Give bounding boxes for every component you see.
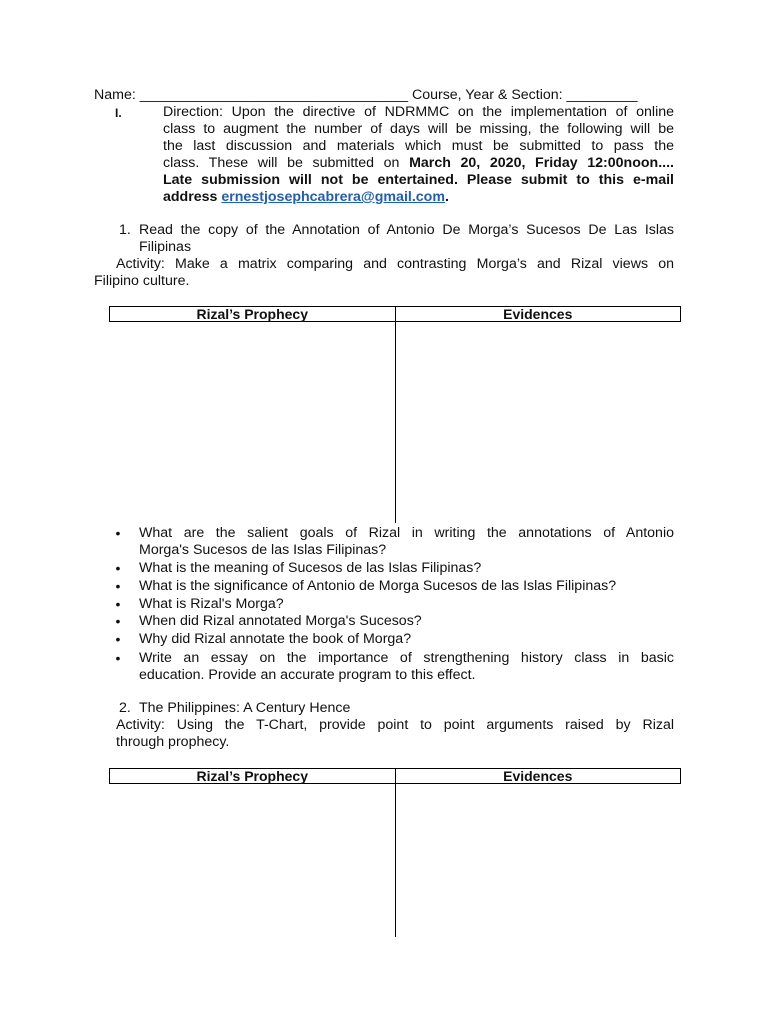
section-1-activity xyxy=(94,256,674,290)
section-1-title-line-2: Filipinas xyxy=(139,239,192,255)
section-2-activity-line-1: Activity: Using the T-Chart, provide point to point arguments raised by Rizal xyxy=(116,717,674,733)
table-1-col-prophecy: Rizal’s Prophecy xyxy=(196,306,309,322)
section-1-title-line-1: Read the copy of the Annotation of Antonio De Morga’s Sucesos De Las Islas xyxy=(139,222,674,238)
email-link[interactable]: ernestjosephcabrera@gmail.com xyxy=(221,189,445,205)
table-1-divider xyxy=(395,322,396,523)
section-1-title xyxy=(139,222,674,256)
bullet-icon: • xyxy=(115,631,121,647)
list-item xyxy=(139,525,674,559)
directive-line-4 xyxy=(163,155,674,172)
directive-paragraph xyxy=(163,104,674,206)
directive-line-2: class to augment the number of days will be missing, the following will be xyxy=(163,121,674,137)
list-item: Why did Rizal annotate the book of Morga? xyxy=(139,631,412,647)
list-item: What is Rizal's Morga? xyxy=(139,596,284,612)
directive-line-1: Direction: Upon the directive of NDRMMC on the implementation of online xyxy=(163,104,674,120)
table-1-header xyxy=(109,306,681,322)
address-period: . xyxy=(444,189,449,205)
section-1-activity-line-2: Filipino culture. xyxy=(94,273,190,289)
table-2-col-prophecy: Rizal’s Prophecy xyxy=(196,768,309,784)
address-label: address xyxy=(163,189,222,205)
section-2-number: 2. xyxy=(119,700,131,716)
bullet-icon: • xyxy=(115,613,121,629)
name-course-section-line: Name: __________________________________ Course, Year & Section: _________ xyxy=(94,87,638,103)
directive-line-3: the last discussion and materials which must be submitted to pass the xyxy=(163,138,674,154)
section-1-activity-line-1: Activity: Make a matrix comparing and contrasting Morga’s and Rizal views on xyxy=(116,256,674,272)
question-7-line-2: education. Provide an accurate program to this effect. xyxy=(139,667,476,683)
section-2-activity-line-2: through prophecy. xyxy=(116,734,230,750)
bullet-icon: • xyxy=(115,578,121,594)
question-7-line-1: Write an essay on the importance of strengthening history class in basic xyxy=(139,650,674,666)
bullet-icon: • xyxy=(115,596,121,612)
list-item: What is the meaning of Sucesos de las Islas Filipinas? xyxy=(139,560,482,576)
late-submission-notice: Late submission will not be entertained. Please submit to this e-mail xyxy=(163,172,674,188)
table-2-col-evidences: Evidences xyxy=(395,769,681,783)
list-item: What is the significance of Antonio de Morga Sucesos de las Islas Filipinas? xyxy=(139,578,617,594)
question-1-line-1: What are the salient goals of Rizal in writing the annotations of Antonio xyxy=(139,525,674,541)
bullet-icon: • xyxy=(115,650,121,666)
list-item: When did Rizal annotated Morga's Sucesos? xyxy=(139,613,422,629)
deadline-text: March 20, 2020, Friday 12:00noon.... xyxy=(409,155,674,171)
table-2-header xyxy=(109,768,681,784)
section-2-title: The Philippines: A Century Hence xyxy=(139,700,351,716)
directive-line-4-text: class. These will be submitted on xyxy=(163,155,410,171)
list-item xyxy=(139,650,674,684)
bullet-icon: • xyxy=(115,560,121,576)
table-2-divider xyxy=(395,784,396,937)
question-1-line-2: Morga's Sucesos de las Islas Filipinas? xyxy=(139,542,387,558)
table-1-col-evidences: Evidences xyxy=(395,307,681,321)
section-1-number: 1. xyxy=(119,222,131,238)
bullet-icon: • xyxy=(115,525,121,541)
directive-line-6 xyxy=(163,189,674,206)
roman-numeral-marker: I. xyxy=(115,106,122,120)
section-2-activity xyxy=(116,717,674,734)
